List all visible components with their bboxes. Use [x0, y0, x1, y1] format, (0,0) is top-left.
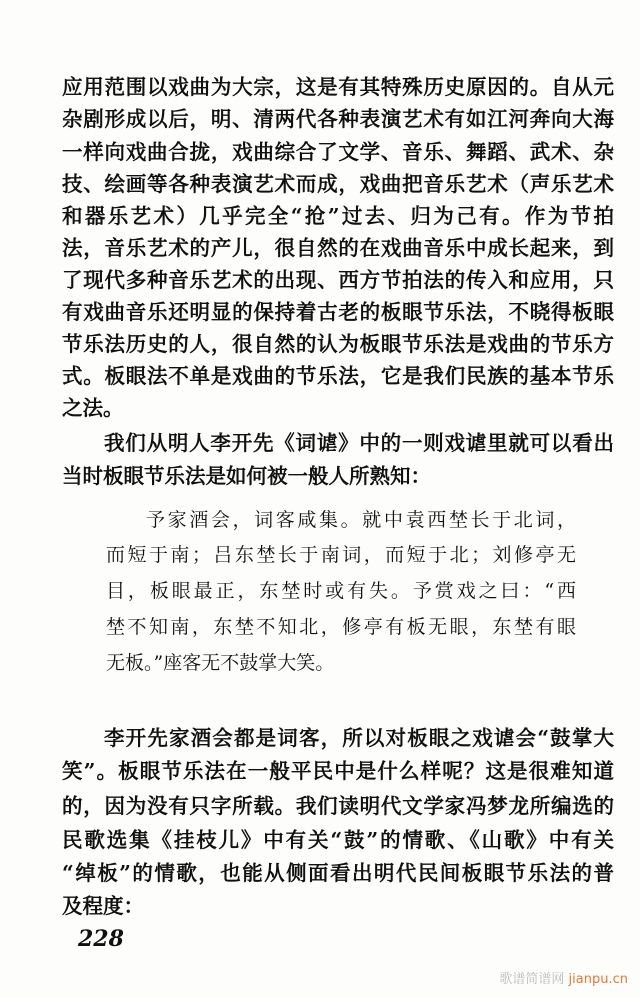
- quote-line: 而短于南；吕东埜长于南词，而短于北；刘修亭无: [106, 544, 576, 566]
- text-line: 节乐法历史的人，很自然的认为板眼节乐法是戏曲的节乐方: [62, 332, 614, 356]
- text-line: 我们从明人李开先《词谑》中的一则戏谑里就可以看出: [104, 431, 614, 455]
- text-line: “绰板”的情歌，也能从侧面看出明代民间板眼节乐法的普: [62, 861, 614, 885]
- text-line: 技、绘画等各种表演艺术而成，戏曲把音乐艺术（声乐艺术: [62, 172, 614, 196]
- text-line: 一样向戏曲合拢，戏曲综合了文学、音乐、舞蹈、武术、杂: [62, 140, 614, 164]
- page-number: 228: [78, 926, 124, 952]
- text-line: 杂剧形成以后，明、清两代各种表演艺术有如江河奔向大海: [62, 107, 614, 131]
- text-line: 式。板眼法不单是戏曲的节乐法，它是我们民族的基本节乐: [62, 364, 614, 388]
- text-line: 之法。: [62, 396, 124, 420]
- text-line: 当时板眼节乐法是如何被一般人所熟知：: [62, 464, 431, 488]
- quote-line: 无板。”座客无不鼓掌大笑。: [106, 652, 335, 674]
- text-line: 李开先家酒会都是词客，所以对板眼之戏谑会“鼓掌大: [104, 726, 614, 750]
- watermark: [499, 968, 628, 987]
- text-line: 应用范围以戏曲为大宗，这是有其特殊历史原因的。自从元: [62, 75, 614, 99]
- text-line: 法，音乐艺术的产儿，很自然的在戏曲音乐中成长起来，到: [62, 236, 614, 260]
- text-line: 及程度：: [62, 894, 144, 918]
- text-line: 的，因为没有只字所载。我们读明代文学家冯梦龙所编选的: [62, 794, 614, 818]
- text-line: 民歌选集《挂枝儿》中有关“鼓”的情歌、《山歌》中有关: [62, 828, 614, 852]
- text-line: 和器乐艺术）几乎完全“抢”过去、归为己有。作为节拍: [62, 204, 614, 228]
- quote-line: 予家酒会，词客咸集。就中袁西埜长于北词，: [146, 509, 576, 531]
- text-line: 有戏曲音乐还明显的保持着古老的板眼节乐法，不晓得板眼: [62, 300, 614, 324]
- watermark-text: 歌谱简谱网: [499, 972, 565, 987]
- watermark-url: jianpu.cn: [568, 972, 628, 987]
- quote-line: 埜不知南，东埜不知北，修亭有板无眼，东埜有眼: [106, 616, 576, 638]
- quote-line: 目，板眼最正，东埜时或有失。予赏戏之曰：“西: [106, 580, 576, 602]
- text-line: 笑”。板眼节乐法在一般平民中是什么样呢？这是很难知道: [62, 759, 614, 783]
- text-line: 了现代多种音乐艺术的出现、西方节拍法的传入和应用，只: [62, 268, 614, 292]
